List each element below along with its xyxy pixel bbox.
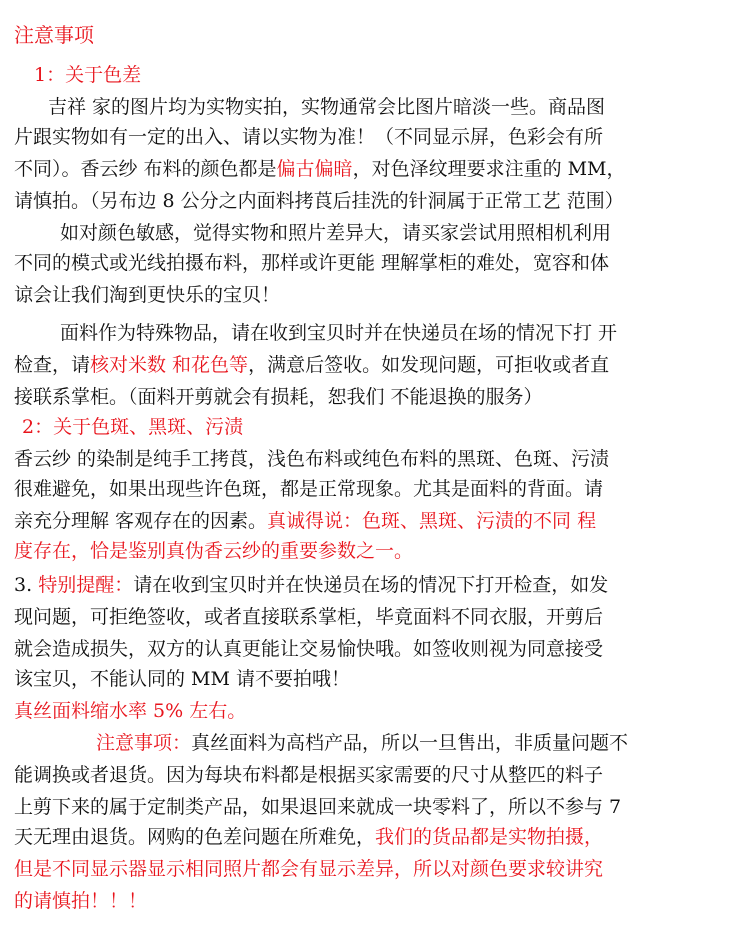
page-title: 注意事项	[14, 23, 94, 47]
highlight-text: 真诚得说：色斑、黑斑、污渍的不同 程	[267, 510, 597, 532]
paragraph-line	[14, 570, 608, 600]
text-run: 真丝面料为高档产品，所以一旦售出，非质量问题不	[191, 732, 629, 754]
paragraph-line: 但是不同显示器显示相同照片都会有显示差异，所以对颜色要求较讲究	[14, 858, 604, 880]
paragraph-line: 面料作为特殊物品，请在收到宝贝时并在快递员在场的情况下打 开	[60, 322, 618, 344]
highlight-text: 偏古偏暗	[276, 158, 353, 180]
section-3-label: 特别提醒：	[38, 574, 134, 596]
paragraph-line: 如对颜色敏感，觉得实物和照片差异大，请买家尝试用照相机利用	[60, 222, 612, 244]
paragraph-line: 现问题，可拒绝签收，或者直接联系掌柜，毕竟面料不同衣服，开剪后	[14, 606, 604, 628]
paragraph-line: 上剪下来的属于定制类产品，如果退回来就成一块零料了，所以不参与 7	[14, 796, 622, 818]
paragraph-line: 片跟实物如有一定的出入、请以实物为准！（不同显示屏，色彩会有所	[14, 126, 604, 148]
section-1-heading: 1：关于色差	[34, 64, 142, 86]
paragraph-line: 该宝贝，不能认同的 MM 请不要拍哦！	[14, 668, 350, 690]
paragraph-line	[96, 728, 628, 758]
highlight-text: 核对米数 和花色等	[90, 354, 249, 376]
paragraph-line: 谅会让我们淘到更快乐的宝贝！	[14, 284, 281, 306]
text-run: 检查，请	[14, 354, 91, 376]
paragraph-line: 能调换或者退货。因为每块布料都是根据买家需要的尺寸从整匹的料子	[14, 764, 604, 786]
text-run: 请在收到宝贝时并在快递员在场的情况下打开检查，如发	[133, 574, 609, 596]
paragraph-line: 请慎拍。（另布边 8 公分之内面料拷莨后挂洗的针洞属于正常工艺 范围）	[14, 190, 624, 212]
paragraph-line	[14, 154, 626, 184]
text-run: 亲充分理解 客观存在的因素。	[14, 510, 268, 532]
text-run: 天无理由退货。网购的色差问题在所难免，	[14, 826, 376, 848]
paragraph-line	[14, 350, 609, 380]
highlight-text: 我们的货品都是实物拍摄，	[375, 826, 604, 848]
paragraph-line: 很难避免，如果出现些许色斑，都是正常现象。尤其是面料的背面。请	[14, 478, 604, 500]
paragraph-line: 香云纱 的染制是纯手工拷莨，浅色布料或纯色布料的黑斑、色斑、污渍	[14, 448, 610, 470]
paragraph-line: 不同的模式或光线拍摄布料，那样或许更能 理解掌柜的难处，宽容和体	[14, 252, 610, 274]
paragraph-line: 吉祥 家的图片均为实物实拍，实物通常会比图片暗淡一些。商品图	[48, 96, 606, 118]
paragraph-line	[14, 506, 596, 536]
text-run: ，对色泽纹理要求注重的 MM，	[352, 158, 626, 180]
text-run: 不同）。香云纱 布料的颜色都是	[14, 158, 277, 180]
paragraph-line: 就会造成损失，双方的认真更能让交易愉快哦。如签收则视为同意接受	[14, 638, 604, 660]
paragraph-line: 度存在，恰是鉴别真伪香云纱的重要参数之一。	[14, 540, 414, 562]
paragraph-line	[14, 822, 603, 852]
paragraph-line: 的请慎拍！！！	[14, 890, 148, 912]
text-run: ，满意后签收。如发现问题，可拒收或者直	[248, 354, 610, 376]
section-3-number: 3.	[14, 574, 33, 596]
notice-label: 注意事项：	[96, 732, 192, 754]
shrink-rate-note: 真丝面料缩水率 5% 左右。	[14, 700, 247, 722]
paragraph-line: 接联系掌柜。（面料开剪就会有损耗，恕我们 不能退换的服务）	[14, 386, 543, 408]
section-2-heading: 2：关于色斑、黑斑、污渍	[22, 416, 244, 438]
